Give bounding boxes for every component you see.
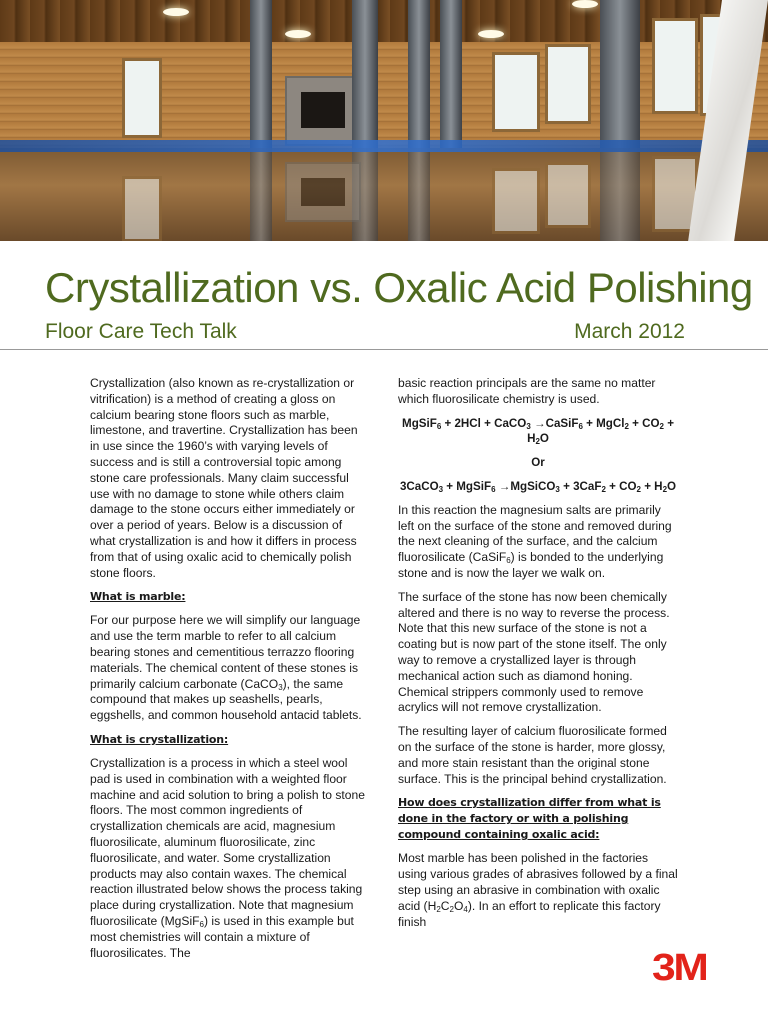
stone-fireplace — [285, 76, 361, 146]
heading-what-is-crystallization: What is crystallization: — [90, 732, 229, 746]
blue-floor-tape — [0, 140, 768, 152]
page-subtitle: Floor Care Tech Talk — [45, 320, 237, 343]
hero-photo — [0, 0, 768, 241]
window — [492, 52, 540, 132]
reaction-equation-1: MgSiF$_6$ + 2HCl + CaCO$_3$ →CaSiF$_6$ + MgCl$_2$ + $CO_2 + H_2O$ — [402, 416, 674, 447]
ceiling-light — [572, 0, 598, 8]
ceiling-light — [285, 30, 311, 38]
heading-what-is-marble: What is marble: — [90, 590, 186, 604]
support-column — [352, 0, 378, 150]
crystallization-paragraph: Crystallization is a process in which a steel wool pad is used in combination with a weighted floor machine and acid solution to bring a polish to stone floors. The most common ingredients of crystallization chemicals are acid, magnesium fluorosilicate, aluminum fluorosilicate, zinc fluorosilicate, and water. Some crystallization products may also contain waxes. The chemical reaction illustrated below shows the process taking place during crystallization. Note that magnesium fluorosilicate (MgSiF$_6$) is used in this example but most chemistries will contain a mixture of fluorosilicates. The — [90, 755, 365, 960]
ceiling-light — [163, 8, 189, 16]
intro-paragraph: Crystallization (also known as re-crystallization or vitrification) is a method of creating a gloss on calcium bearing stone floors such as marble, limestone, and travertine. Crystallization has been in use since the 1960’s with varying levels of success and is still a controversial topic among stone care professionals. Many claim successful use with no damage to stone while others claim damage to the stone occurs either immediately or over a period of years. Below is a discussion of what crystallization is and how it differs in process from that of using oxalic acid to chemically polish stone floors. — [90, 376, 358, 580]
support-column — [250, 0, 272, 150]
window — [545, 44, 591, 124]
right-column — [398, 376, 678, 938]
left-column — [90, 376, 370, 969]
3m-logo: 3M — [652, 947, 707, 989]
marble-paragraph: For our purpose here we will simplify our language and use the term marble to refer to all calcium bearing stones and cementitious terrazzo flooring materials. The chemical content of these stones is primarily calcium carbonate (CaCO$_3$), the same compound that makes up seashells, pearls, eggshells, and common household antacid tablets. — [90, 613, 362, 723]
chemically-altered-paragraph: The surface of the stone has now been chemically altered and there is no way to reverse the process. Note that this new surface of the stone is not a coating but is now part of the stone itself. The only way to remove a crystallized layer is through mechanical action such as diamond honing. Chemical strippers commonly used to remove acrylics will not remove crystallization. — [398, 589, 670, 715]
polished-floor — [0, 148, 768, 241]
support-column — [408, 0, 430, 150]
page-title: Crystallization vs. Oxalic Acid Polishing — [45, 264, 753, 311]
reaction-equation-2: 3CaCO$_3$ + MgSiF$_6$ →MgSiCO$_3$ + $3CaF_2 + CO_2 + H_2O$ — [399, 479, 677, 494]
window — [652, 18, 698, 114]
window — [122, 58, 162, 138]
equation-or-label: Or — [531, 456, 545, 470]
factory-polish-paragraph: Most marble has been polished in the factories using various grades of abrasives followed by a final step using an abrasive in combination with oxalic acid $(H_2C_2O_4)$. In an effort to replicate this factory finish — [398, 851, 678, 929]
support-column — [600, 0, 640, 150]
issue-date: March 2012 — [574, 320, 685, 343]
heading-how-does-crystallization-differ: How does crystallization differ from what is done in the factory or with a polishing compound containing oxalic acid: — [398, 796, 661, 842]
ceiling-light — [478, 30, 504, 38]
reaction-intro-paragraph: basic reaction principals are the same no matter which fluorosilicate chemistry is used. — [398, 376, 656, 406]
support-column — [440, 0, 462, 150]
reaction-result-paragraph: In this reaction the magnesium salts are primarily left on the surface of the stone and removed during the next cleaning of the surface, and the calcium fluorosilicate (CaSiF$_6$) is bonded to the underlying stone and is now the layer we walk on. — [398, 502, 672, 580]
header-divider — [0, 349, 768, 350]
resulting-layer-paragraph: The resulting layer of calcium fluorosilicate formed on the surface of the stone is harder, more glossy, and more stain resistant than the original stone surface. This is the principal behind crystallization. — [398, 724, 667, 786]
